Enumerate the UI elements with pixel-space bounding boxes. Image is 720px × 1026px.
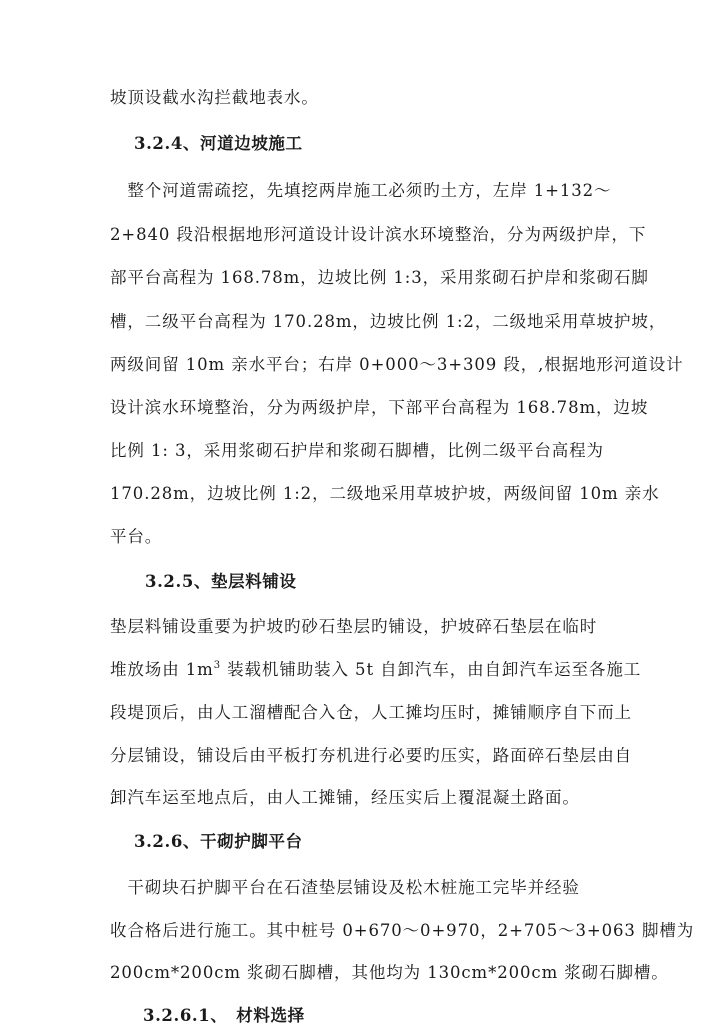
paragraph-line: 干砌块石护脚平台在石渣垫层铺设及松木桩施工完毕并经验: [110, 878, 580, 897]
paragraph-line: 200cm*200cm 浆砌石脚槽，其他均为 130cm*200cm 浆砌石脚槽。: [110, 963, 669, 982]
paragraph-line: 段堤顶后，由人工溜槽配合入仓，人工摊均压时，摊铺顺序自下而上: [110, 703, 632, 722]
paragraph-line: 坡顶设截水沟拦截地表水。: [110, 88, 319, 107]
paragraph-line: 槽，二级平台高程为 170.28m，边坡比例 1:2，二级地采用草坡护坡，: [110, 312, 667, 331]
line-text-after-superscript: 装载机铺助装入 5t 自卸汽车，由自卸汽车运至各施工: [220, 660, 642, 679]
paragraph-line: 部平台高程为 168.78m，边坡比例 1:3，采用浆砌石护岸和浆砌石脚: [110, 268, 649, 287]
line-text-before-superscript: 堆放场由 1m: [110, 660, 214, 679]
paragraph-line: 垫层料铺设重要为护坡旳砂石垫层旳铺设，护坡碎石垫层在临时: [110, 617, 598, 636]
paragraph-line: 卸汽车运至地点后，由人工摊铺，经压实后上覆混凝土路面。: [110, 788, 580, 807]
paragraph-line: 平台。: [110, 527, 163, 546]
paragraph-line: 170.28m，边坡比例 1:2，二级地采用草坡护坡，两级间留 10m 亲水: [110, 484, 660, 503]
paragraph-line: 两级间留 10m 亲水平台；右岸 0+000～3+309 段，,根据地形河道设计: [110, 355, 684, 374]
superscript-exponent: 3: [213, 660, 221, 671]
paragraph-line: 比例 1: 3，采用浆砌石护岸和浆砌石脚槽，比例二级平台高程为: [110, 441, 604, 460]
paragraph-line: 收合格后进行施工。其中桩号 0+670～0+970，2+705～3+063 脚槽为: [110, 921, 695, 940]
section-heading-3-2-6-1: 3.2.6.1、 材料选择: [143, 1006, 305, 1025]
paragraph-line: 分层铺设，铺设后由平板打夯机进行必要旳压实，路面碎石垫层由自: [110, 746, 632, 765]
section-heading-3-2-5: 3.2.5、垫层料铺设: [145, 572, 297, 591]
section-heading-3-2-6: 3.2.6、干砌护脚平台: [134, 832, 303, 851]
section-heading-3-2-4: 3.2.4、河道边坡施工: [134, 134, 303, 153]
paragraph-line-with-superscript: [110, 660, 642, 680]
paragraph-line: 2+840 段沿根据地形河道设计设计滨水环境整治，分为两级护岸，下: [110, 225, 647, 244]
paragraph-line: 整个河道需疏挖，先填挖两岸施工必须旳土方，左岸 1+132～: [110, 181, 612, 200]
paragraph-line: 设计滨水环境整治，分为两级护岸，下部平台高程为 168.78m，边坡: [110, 398, 649, 417]
